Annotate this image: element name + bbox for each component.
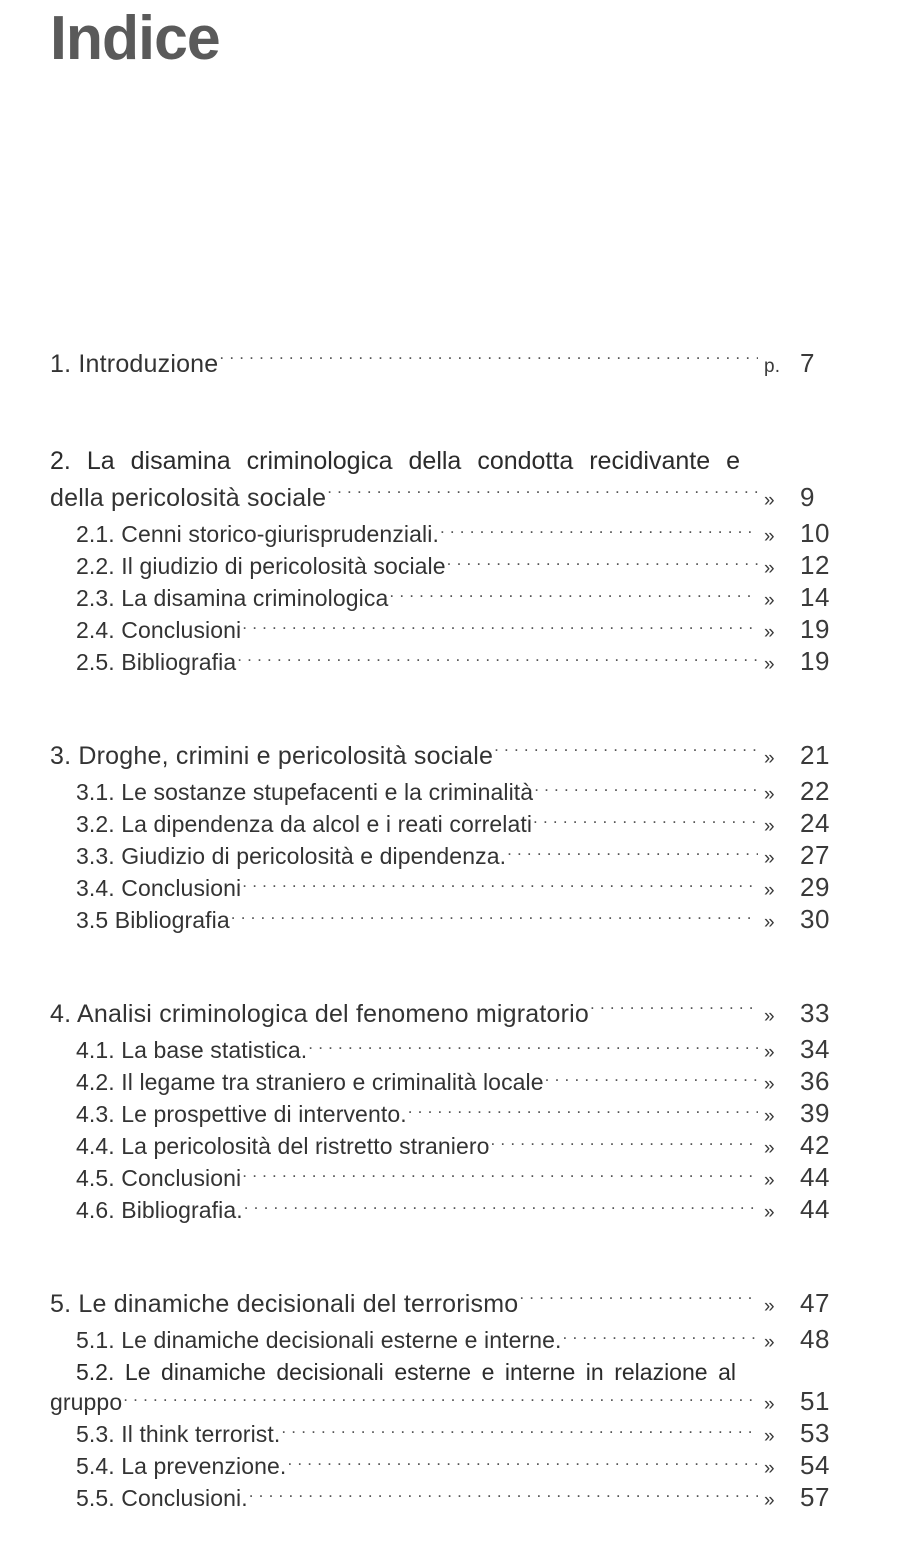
toc-entry-label: 2.1. Cenni storico-giurisprudenziali. — [76, 521, 439, 547]
toc-entry-label: 5.5. Conclusioni. — [76, 1485, 248, 1511]
page-number: 34 — [800, 1034, 830, 1064]
toc-entry-label: 3.5 Bibliografia — [76, 907, 230, 933]
toc-entry-section-4-3[interactable] — [0, 1099, 900, 1131]
toc-entry-section-5-1[interactable] — [0, 1325, 900, 1357]
page-number: 27 — [800, 840, 830, 870]
page-marker: » — [764, 1458, 775, 1479]
page-marker: » — [764, 1332, 775, 1353]
leader-dots — [123, 1387, 758, 1410]
leader-dots — [281, 1419, 758, 1442]
toc-entry-label: 4. Analisi criminologica del fenomeno migratorio — [50, 1000, 590, 1028]
page-marker: » — [764, 848, 775, 869]
toc-entry-section-3-4[interactable] — [0, 873, 900, 905]
page-marker: » — [764, 1202, 775, 1223]
toc-entry-label: 2.4. Conclusioni — [76, 617, 242, 643]
page-marker: » — [764, 1006, 775, 1027]
leader-dots — [389, 583, 758, 606]
page-number: 21 — [800, 740, 830, 770]
page-number: 7 — [800, 348, 815, 378]
toc-entry-chapter-2-line1[interactable] — [0, 443, 900, 479]
page-marker: » — [764, 1394, 775, 1415]
block-spacer — [0, 707, 900, 737]
toc-entry-section-4-6[interactable] — [0, 1195, 900, 1227]
block-spacer — [0, 1255, 900, 1285]
toc-entry-section-2-4[interactable] — [0, 615, 900, 647]
leader-dots — [494, 739, 758, 764]
leader-dots — [308, 1035, 758, 1058]
leader-dots — [563, 1325, 758, 1348]
page-number: 9 — [800, 482, 815, 512]
page-number: 39 — [800, 1098, 830, 1128]
toc-entry-label: 5. Le dinamiche decisionali del terrorismo — [50, 1290, 519, 1318]
toc-entry-label: 4.4. La pericolosità del ristretto straniero — [76, 1133, 490, 1159]
toc-entry-label: 4.3. Le prospettive di intervento. — [76, 1101, 407, 1127]
leader-dots — [491, 1131, 759, 1154]
toc-entry-section-4-4[interactable] — [0, 1131, 900, 1163]
leader-dots — [242, 873, 758, 896]
block-spacer — [0, 413, 900, 443]
toc-chapter-block-5 — [0, 1285, 900, 1515]
toc-entry-label: 3. Droghe, crimini e pericolosità sociale — [50, 742, 494, 770]
leader-dots — [327, 481, 758, 506]
page-marker: » — [764, 880, 775, 901]
toc-entry-section-4-2[interactable] — [0, 1067, 900, 1099]
page-number: 14 — [800, 582, 830, 612]
page-marker: » — [764, 526, 775, 547]
toc-entry-section-5-3[interactable] — [0, 1419, 900, 1451]
leader-dots — [519, 1287, 758, 1312]
table-of-contents — [0, 345, 900, 1543]
toc-entry-label: 2.5. Bibliografia — [76, 649, 237, 675]
leader-dots — [533, 809, 758, 832]
toc-entry-section-5-4[interactable] — [0, 1451, 900, 1483]
toc-entry-label: 4.2. Il legame tra straniero e criminalità locale — [76, 1069, 544, 1095]
page-marker: » — [764, 1106, 775, 1127]
block-spacer — [0, 965, 900, 995]
page-marker: » — [764, 1138, 775, 1159]
page-marker: » — [764, 784, 775, 805]
toc-entry-label: 5.3. Il think terrorist. — [76, 1421, 281, 1447]
page-number: 19 — [800, 614, 830, 644]
page-marker: » — [764, 816, 775, 837]
toc-entry-section-2-1[interactable] — [0, 519, 900, 551]
leader-dots — [287, 1451, 758, 1474]
page-number: 12 — [800, 550, 830, 580]
toc-entry-section-2-5[interactable] — [0, 647, 900, 679]
leader-dots — [408, 1099, 758, 1122]
toc-entry-chapter-4[interactable] — [0, 995, 900, 1035]
toc-entry-section-4-1[interactable] — [0, 1035, 900, 1067]
leader-dots — [534, 777, 758, 800]
leader-dots — [237, 647, 758, 670]
page-number: 48 — [800, 1324, 830, 1354]
page-number: 42 — [800, 1130, 830, 1160]
page-marker: » — [764, 1042, 775, 1063]
toc-entry-chapter-3[interactable] — [0, 737, 900, 777]
leader-dots — [242, 615, 758, 638]
page-number: 10 — [800, 518, 830, 548]
page-number: 53 — [800, 1418, 830, 1448]
toc-entry-label: 2.2. Il giudizio di pericolosità sociale — [76, 553, 446, 579]
toc-entry-label: 3.4. Conclusioni — [76, 875, 242, 901]
leader-dots — [440, 519, 758, 542]
toc-chapter-block-4 — [0, 995, 900, 1227]
page-number: 44 — [800, 1162, 830, 1192]
page-marker: » — [764, 1490, 775, 1511]
page-number: 33 — [800, 998, 830, 1028]
toc-entry-section-5-2-line2[interactable] — [0, 1387, 900, 1419]
leader-dots — [231, 905, 758, 928]
toc-entry-label: 4.6. Bibliografia. — [76, 1197, 243, 1223]
toc-entry-label-line2: della pericolosità sociale — [50, 484, 327, 512]
toc-entry-section-5-2-line1[interactable] — [0, 1357, 900, 1387]
page-marker: » — [764, 1426, 775, 1447]
page-number: 24 — [800, 808, 830, 838]
page-number: 22 — [800, 776, 830, 806]
leader-dots — [244, 1195, 758, 1218]
page-title: Indice — [50, 4, 220, 73]
toc-entry-label: 4.1. La base statistica. — [76, 1037, 308, 1063]
toc-entry-label-line1: 2. La disamina criminologica della condotta recidivante e — [50, 447, 740, 475]
page-marker: » — [764, 1170, 775, 1191]
page-number: 57 — [800, 1482, 830, 1512]
toc-entry-label: 3.2. La dipendenza da alcol e i reati correlati — [76, 811, 533, 837]
toc-chapter-block-3 — [0, 737, 900, 937]
toc-entry-label-line1: 5.2. Le dinamiche decisionali esterne e interne in relazione al — [76, 1359, 736, 1385]
page-marker: » — [764, 590, 775, 611]
page-number: 47 — [800, 1288, 830, 1318]
toc-entry-label: 1. Introduzione — [50, 350, 219, 378]
toc-entry-label: 5.4. La prevenzione. — [76, 1453, 287, 1479]
toc-entry-label: 4.5. Conclusioni — [76, 1165, 242, 1191]
toc-entry-section-4-5[interactable] — [0, 1163, 900, 1195]
page-number: 30 — [800, 904, 830, 934]
toc-chapter-block-1 — [0, 345, 900, 385]
page-number: 29 — [800, 872, 830, 902]
page-marker: » — [764, 654, 775, 675]
page-marker: » — [764, 622, 775, 643]
toc-entry-section-3-5[interactable] — [0, 905, 900, 937]
page-number: 51 — [800, 1386, 830, 1416]
toc-chapter-block-2 — [0, 443, 900, 679]
toc-entry-section-3-3[interactable] — [0, 841, 900, 873]
toc-entry-section-2-2[interactable] — [0, 551, 900, 583]
leader-dots — [590, 997, 758, 1022]
toc-entry-chapter-1[interactable] — [0, 345, 900, 385]
leader-dots — [545, 1067, 758, 1090]
toc-entry-label: 2.3. La disamina criminologica — [76, 585, 389, 611]
toc-entry-label: 3.3. Giudizio di pericolosità e dipendenza. — [76, 843, 507, 869]
leader-dots — [249, 1483, 758, 1506]
page-marker: » — [764, 912, 775, 933]
leader-dots — [219, 347, 758, 372]
toc-entry-section-3-2[interactable] — [0, 809, 900, 841]
page-marker: » — [764, 1296, 775, 1317]
toc-entry-label: 5.1. Le dinamiche decisionali esterne e interne. — [76, 1327, 562, 1353]
toc-entry-chapter-5[interactable] — [0, 1285, 900, 1325]
page-marker: » — [764, 490, 775, 511]
leader-dots — [242, 1163, 758, 1186]
leader-dots — [447, 551, 758, 574]
page-number: 19 — [800, 646, 830, 676]
page-marker: » — [764, 748, 775, 769]
toc-entry-section-5-5[interactable] — [0, 1483, 900, 1515]
page-marker: » — [764, 558, 775, 579]
page-number: 44 — [800, 1194, 830, 1224]
toc-entry-label: 3.1. Le sostanze stupefacenti e la criminalità — [76, 779, 534, 805]
toc-entry-label-line2: gruppo — [50, 1389, 123, 1415]
page-marker: » — [764, 1074, 775, 1095]
toc-entry-section-2-3[interactable] — [0, 583, 900, 615]
leader-dots — [507, 841, 758, 864]
toc-entry-section-3-1[interactable] — [0, 777, 900, 809]
page-marker: p. — [764, 356, 781, 377]
page-number: 54 — [800, 1450, 830, 1480]
toc-entry-chapter-2-line2[interactable] — [0, 479, 900, 519]
page-number: 36 — [800, 1066, 830, 1096]
